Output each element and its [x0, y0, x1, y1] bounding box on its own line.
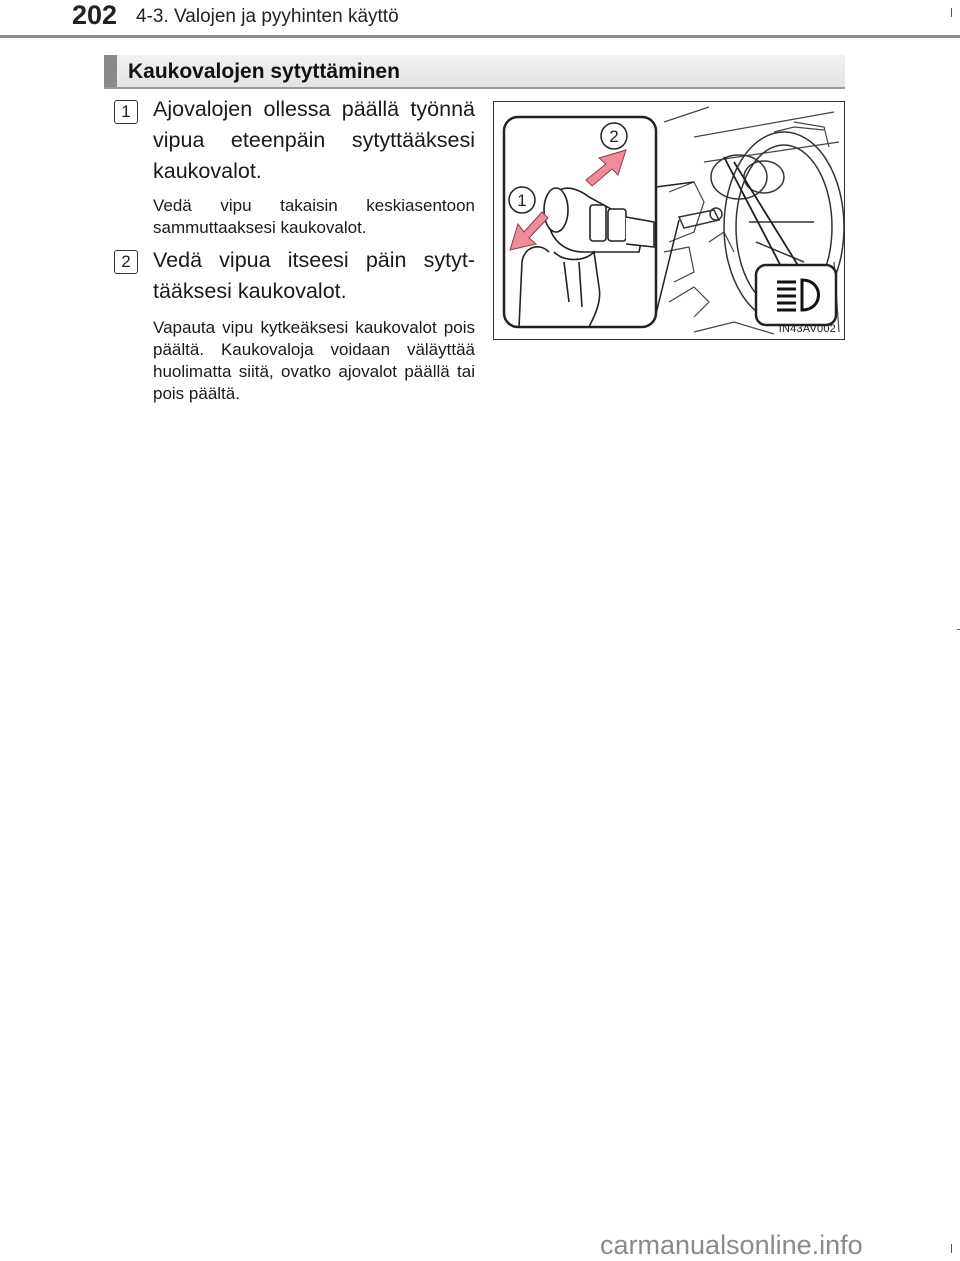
step-1-note: Vedä vipu takaisin keskiasentoon sammuttaaksesi kaukovalot. — [153, 196, 475, 237]
section-heading — [104, 55, 845, 89]
header-rule — [0, 35, 960, 38]
step-number-2: 2 — [114, 250, 138, 274]
figure-illustration — [494, 102, 845, 340]
headlight-lever-figure — [493, 101, 845, 340]
step-2-note: Vapauta vipu kytkeäksesi kaukovalot pois päältä. Kaukovaloja voidaan väläyttää huolimatta siitä, ovatko ajovalot päällä tai pois päältä. — [153, 318, 475, 403]
callout-2: 2 — [609, 127, 619, 146]
step-2-text: Vedä vipua itseesi päin sytyt-tääksesi kaukovalot. — [153, 248, 475, 303]
crop-mark-bottom-right — [951, 1244, 952, 1253]
running-header: 4-3. Valojen ja pyyhinten käyttö — [136, 6, 399, 27]
section-heading-bar — [104, 55, 117, 87]
watermark: carmanualsonline.info — [600, 1230, 863, 1260]
step-number-1: 1 — [114, 100, 138, 124]
figure-code: IN43AV002 — [778, 323, 836, 335]
callout-1: 1 — [517, 191, 527, 210]
step-1-text: Ajovalojen ollessa päällä työnnä vipua eteenpäin sytyttääksesi kaukovalot. — [153, 97, 475, 183]
page-number: 202 — [72, 0, 118, 30]
section-title: Kaukovalojen sytyttäminen — [128, 60, 400, 83]
crop-mark-top-right — [951, 8, 952, 17]
